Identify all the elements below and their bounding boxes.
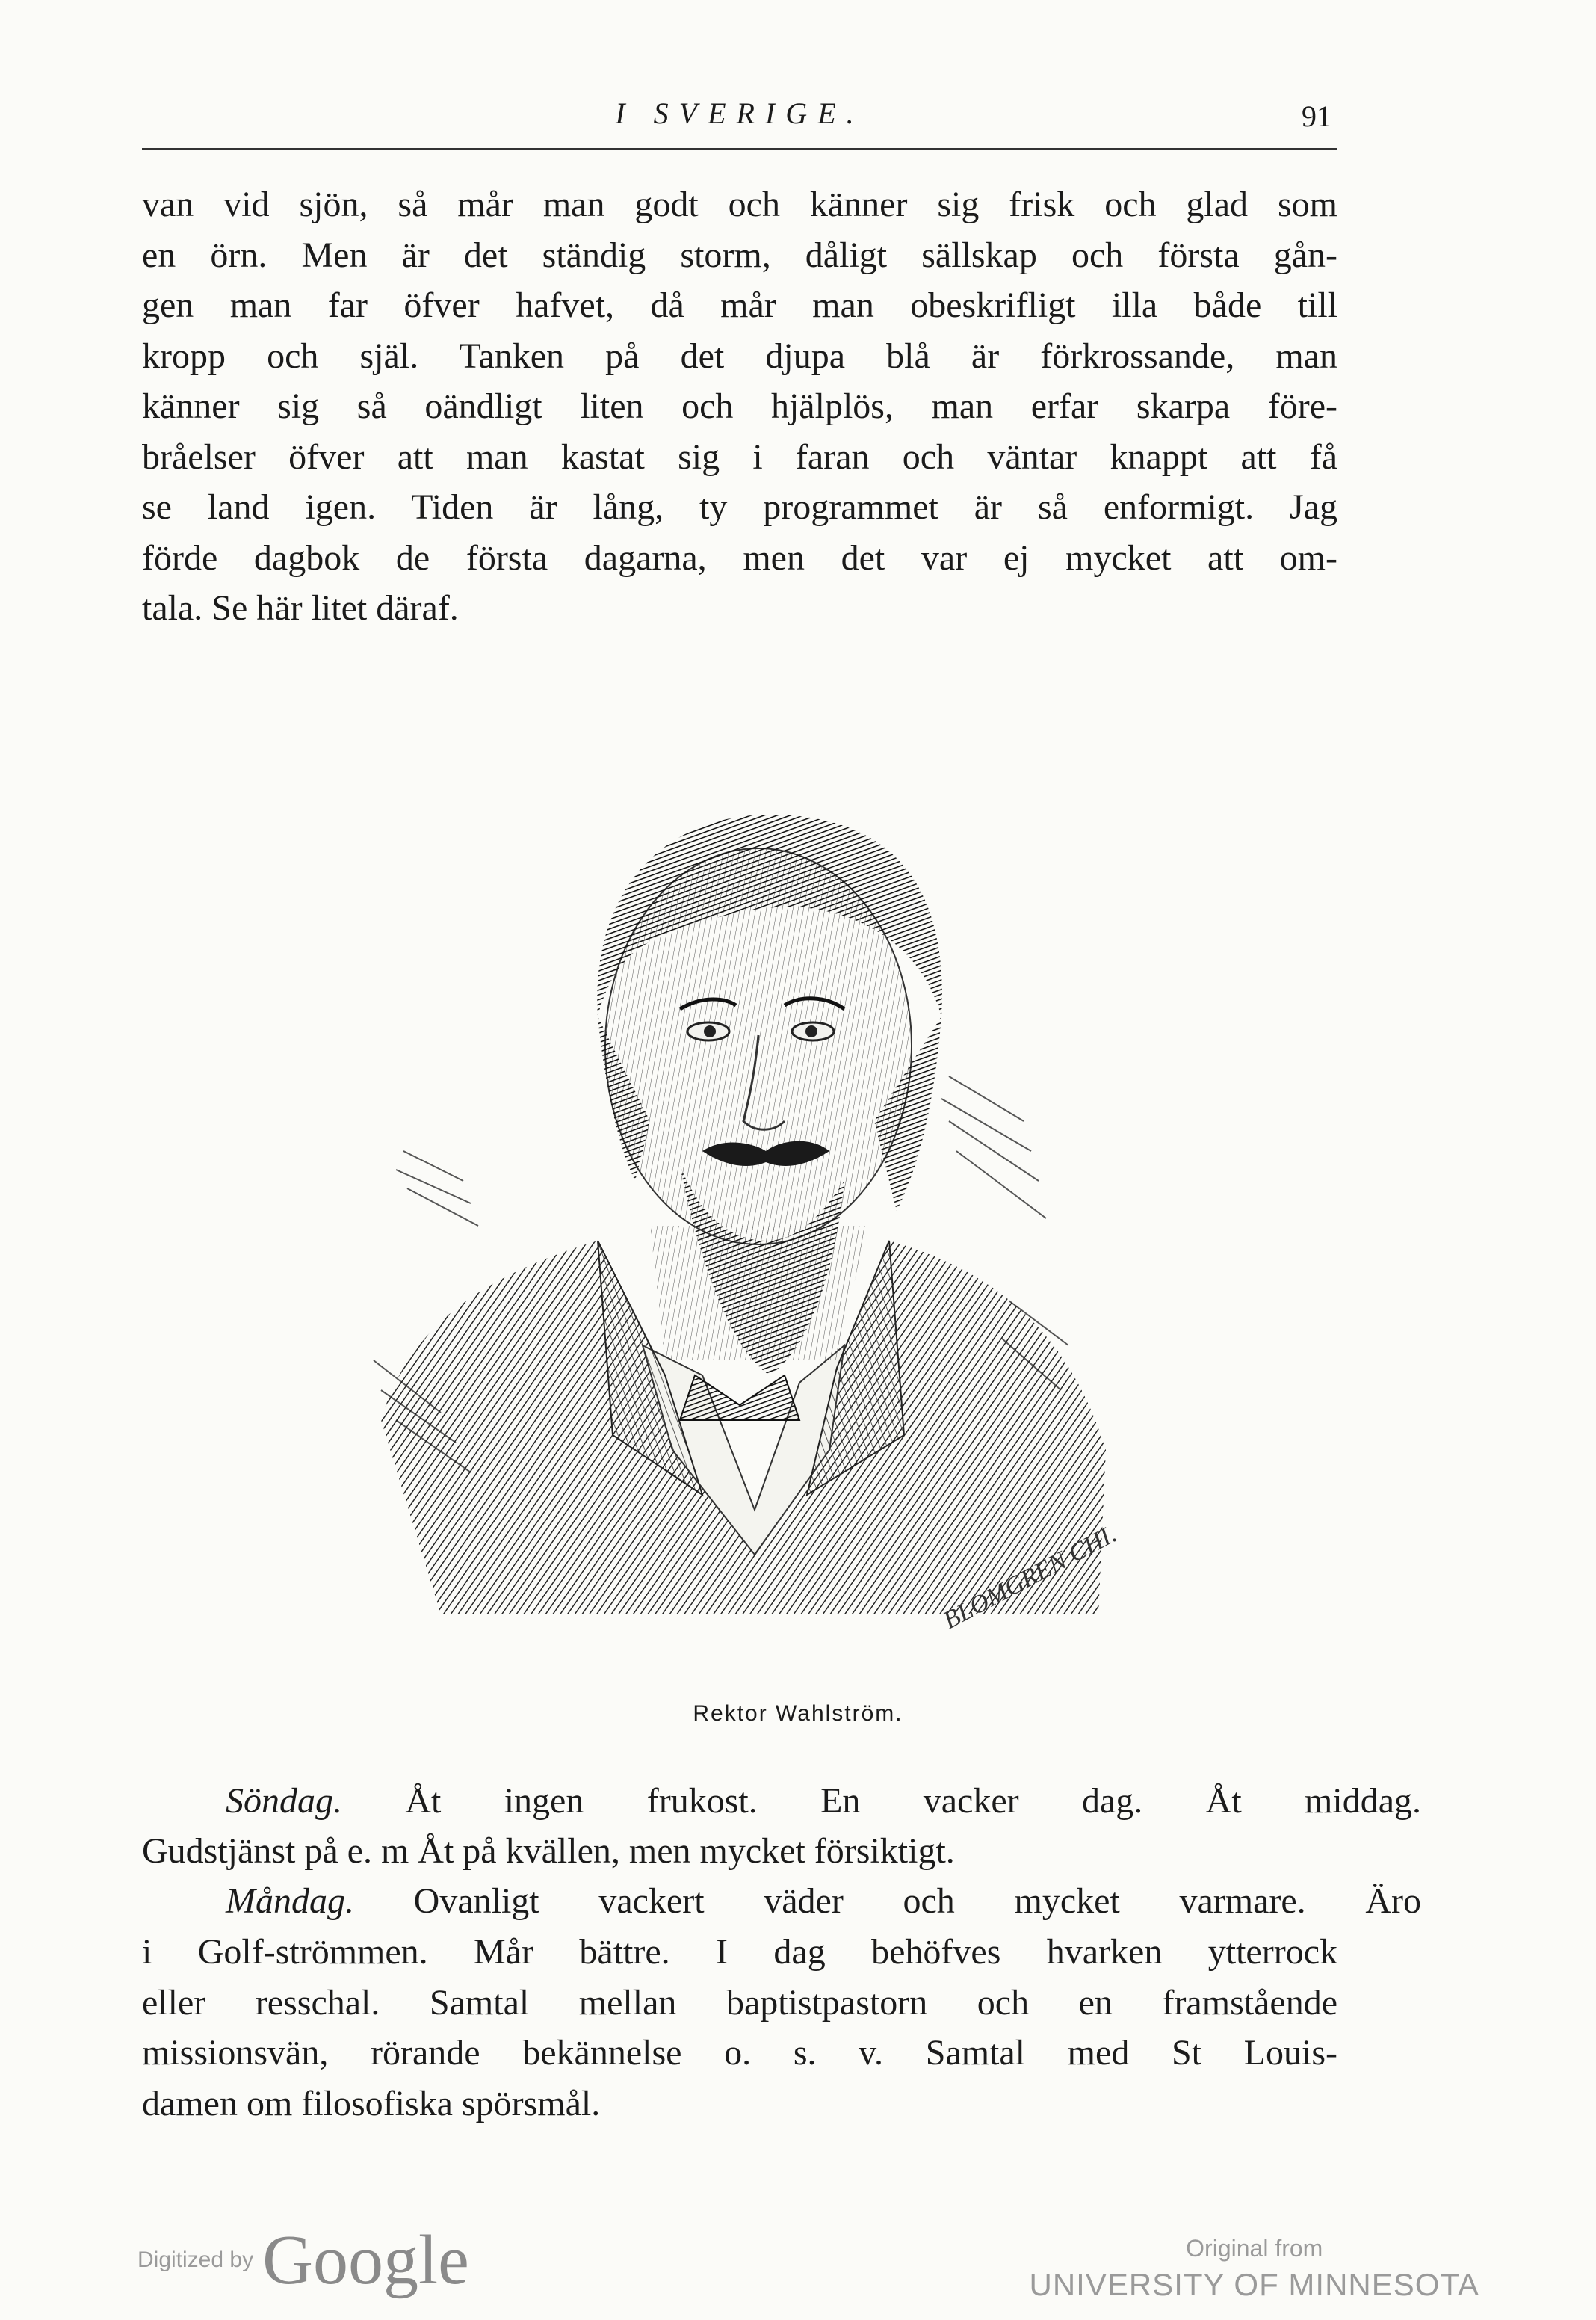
day-label: Måndag. <box>226 1881 354 1921</box>
text-line: damen om filosofiska spörsmål. <box>142 2083 601 2123</box>
text-line: Gudstjänst på e. m Åt på kvällen, men mycket försiktigt. <box>142 1831 955 1871</box>
text-line: eller resschal. Samtal mellan baptistpastorn och en framstående <box>142 1982 1337 2023</box>
text-run: Ovanligt vackert väder och mycket varmare. Äro <box>353 1881 1421 1921</box>
text-line: missionsvän, rörande bekännelse o. s. v. Samtal med St Louis- <box>142 2033 1337 2073</box>
bow-tie <box>680 1375 799 1420</box>
day-label: Söndag. <box>226 1781 342 1821</box>
opening-paragraph <box>142 179 1337 634</box>
text-line: van vid sjön, så mår man godt och känner sig frisk och glad som <box>142 185 1337 224</box>
diary-mandag-continued <box>142 1927 1337 2129</box>
digitized-by-watermark <box>137 2220 469 2301</box>
page-header <box>142 96 1337 151</box>
diary-sondag-continued <box>142 1826 1337 1877</box>
header-rule <box>142 148 1337 150</box>
university-label: UNIVERSITY OF MINNESOTA <box>1029 2267 1479 2302</box>
original-from-label: Original from <box>1186 2235 1323 2262</box>
engraver-signature: BLOMGREN CHI. <box>938 1520 1122 1635</box>
text-line: tala. Se här litet däraf. <box>142 588 459 628</box>
page-number: 91 <box>1302 99 1331 133</box>
text-line: i Golf-strömmen. Mår bättre. I dag behöfves hvarken ytterrock <box>142 1932 1337 1972</box>
illustration-caption: Rektor Wahlström. <box>693 1701 903 1726</box>
original-source-watermark <box>1029 2235 1479 2303</box>
text-line: gen man far öfver hafvet, då mår man obeskrifligt illa både till <box>142 286 1337 325</box>
text-line: en örn. Men är det ständig storm, dåligt sällskap och första gån- <box>142 235 1337 275</box>
text-line: bråelser öfver att man kastat sig i faran och väntar knappt att få <box>142 436 1337 477</box>
google-logo: Google <box>262 2221 469 2299</box>
diary-mandag <box>142 1876 1421 1927</box>
diary-sondag <box>142 1776 1421 1827</box>
running-head: I SVERIGE. <box>615 96 864 130</box>
portrait-engraving <box>351 703 1158 1689</box>
text-line: kropp och själ. Tanken på det djupa blå är förkrossande, man <box>142 336 1337 376</box>
text-line: se land igen. Tiden är lång, ty programmet är så enformigt. Jag <box>142 487 1337 527</box>
digitized-by-label: Digitized by <box>137 2248 254 2272</box>
text-line: känner sig så oändligt liten och hjälplös, man erfar skarpa före- <box>142 386 1337 426</box>
text-run: Åt ingen frukost. En vacker dag. Åt middag. <box>342 1781 1421 1821</box>
text-line: förde dagbok de första dagarna, men det var ej mycket att om- <box>142 537 1337 578</box>
